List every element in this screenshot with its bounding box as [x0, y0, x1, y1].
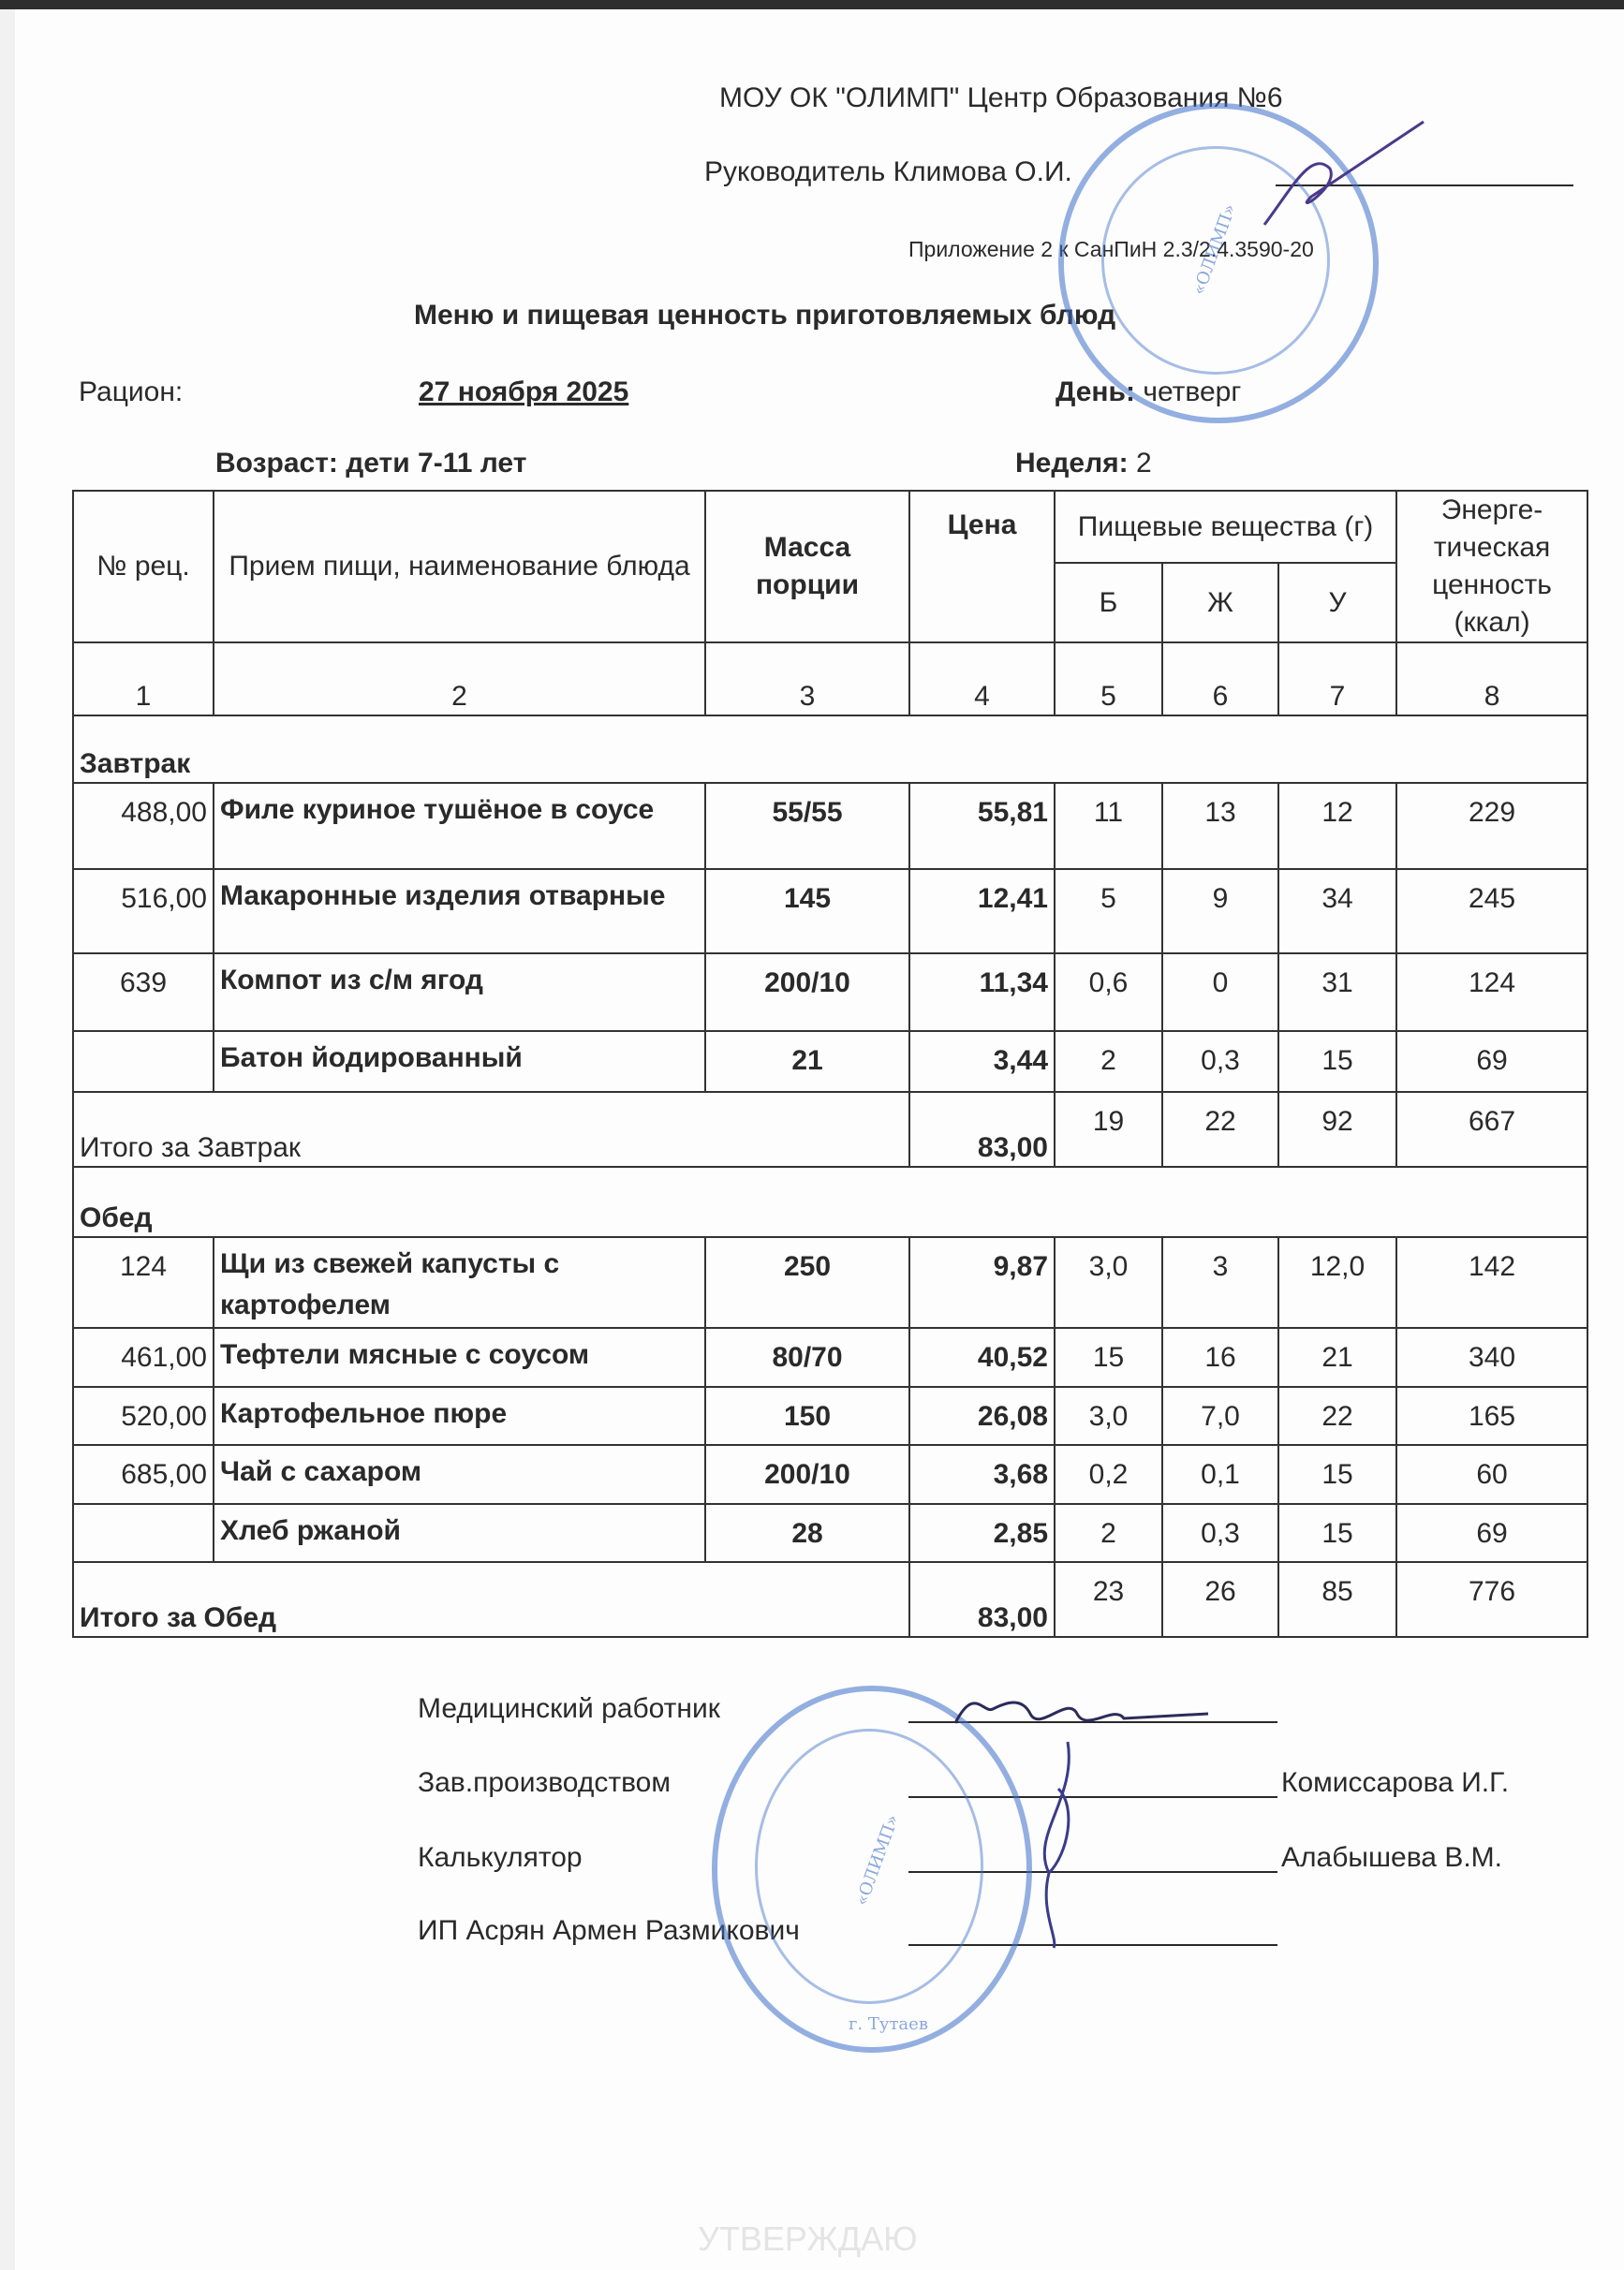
- price: 2,85: [909, 1504, 1055, 1562]
- dish-name: Батон йодированный: [214, 1031, 705, 1092]
- dish-name: Картофельное пюре: [214, 1387, 705, 1445]
- carbs: 34: [1278, 869, 1396, 953]
- fat: 13: [1162, 783, 1278, 869]
- section-title: Обед: [73, 1167, 1587, 1237]
- fat: 7,0: [1162, 1387, 1278, 1445]
- rec-no: 685,00: [73, 1445, 214, 1504]
- price: 9,87: [909, 1237, 1055, 1328]
- fat: 0: [1162, 953, 1278, 1031]
- col-number: 8: [1396, 642, 1587, 715]
- table-row: [73, 1237, 1587, 1328]
- carbs: 15: [1278, 1504, 1396, 1562]
- protein: 5: [1055, 869, 1162, 953]
- protein: 11: [1055, 783, 1162, 869]
- carbs: 15: [1278, 1031, 1396, 1092]
- col-number: 5: [1055, 642, 1162, 715]
- energy: 124: [1396, 953, 1587, 1031]
- section-title: Завтрак: [73, 715, 1587, 783]
- menu-table: [72, 490, 1588, 1638]
- rec-no: 520,00: [73, 1387, 214, 1445]
- price: 11,34: [909, 953, 1055, 1031]
- total-fat: 22: [1162, 1092, 1278, 1167]
- header-dish: Прием пищи, наименование блюда: [214, 491, 705, 642]
- carbs: 22: [1278, 1387, 1396, 1445]
- total-fat: 26: [1162, 1562, 1278, 1637]
- week-label: Неделя:: [1015, 448, 1129, 479]
- mass: 55/55: [705, 783, 909, 869]
- protein: 0,6: [1055, 953, 1162, 1031]
- scan-left-edge: [0, 9, 15, 2270]
- total-price: 83,00: [909, 1092, 1055, 1167]
- table-row: [73, 1387, 1587, 1445]
- col-number: 4: [909, 642, 1055, 715]
- mass: 200/10: [705, 1445, 909, 1504]
- carbs: 21: [1278, 1328, 1396, 1387]
- production-head-label: Зав.производством: [418, 1767, 671, 1798]
- fat: 0,3: [1162, 1504, 1278, 1562]
- ration-date: 27 ноября 2025: [419, 376, 629, 407]
- total-carbs: 92: [1278, 1092, 1396, 1167]
- scan-top-edge: [0, 0, 1624, 9]
- header-rec-no: № рец.: [73, 491, 214, 642]
- protein: 3,0: [1055, 1387, 1162, 1445]
- week-value: 2: [1135, 448, 1152, 479]
- column-numbers-row: [73, 642, 1587, 715]
- carbs: 12,0: [1278, 1237, 1396, 1328]
- total-label: Итого за Завтрак: [73, 1092, 909, 1167]
- header-price: Цена: [909, 491, 1055, 642]
- section-row-breakfast: [73, 715, 1587, 783]
- protein: 15: [1055, 1328, 1162, 1387]
- total-label: Итого за Обед: [73, 1562, 909, 1637]
- price: 3,68: [909, 1445, 1055, 1504]
- header-energy: Энерге-тическая ценность (ккал): [1396, 491, 1587, 642]
- energy: 340: [1396, 1328, 1587, 1387]
- day-value: четверг: [1143, 376, 1242, 407]
- handwritten-signatures: [937, 1667, 1236, 1967]
- ration-label: Рацион:: [79, 376, 184, 407]
- col-number: 2: [214, 642, 705, 715]
- energy: 245: [1396, 869, 1587, 953]
- mass: 21: [705, 1031, 909, 1092]
- medic-label: Медицинский работник: [418, 1693, 720, 1724]
- supplier-label: ИП Асрян Армен Размикович: [418, 1915, 800, 1946]
- production-head-name: Комиссарова И.Г.: [1281, 1767, 1510, 1798]
- total-energy: 667: [1396, 1092, 1587, 1167]
- total-carbs: 85: [1278, 1562, 1396, 1637]
- fat: 3: [1162, 1237, 1278, 1328]
- dish-name: Макаронные изделия отварные: [214, 869, 705, 953]
- day-label: День:: [1056, 376, 1135, 407]
- dish-name: Филе куриное тушёное в соусе: [214, 783, 705, 869]
- mass: 145: [705, 869, 909, 953]
- price: 55,81: [909, 783, 1055, 869]
- rec-no: 124: [73, 1237, 214, 1328]
- fat: 0,3: [1162, 1031, 1278, 1092]
- table-row: [73, 1445, 1587, 1504]
- header-protein: Б: [1055, 563, 1162, 642]
- table-row: [73, 1328, 1587, 1387]
- total-energy: 776: [1396, 1562, 1587, 1637]
- dish-name: Хлеб ржаной: [214, 1504, 705, 1562]
- energy: 165: [1396, 1387, 1587, 1445]
- calculator-name: Алабышева В.М.: [1281, 1842, 1502, 1873]
- total-row-breakfast: [73, 1092, 1587, 1167]
- appendix-note: Приложение 2 к СанПиН 2.3/2.4.3590-20: [908, 237, 1314, 261]
- rec-no: 461,00: [73, 1328, 214, 1387]
- col-number: 1: [73, 642, 214, 715]
- rec-no: [73, 1504, 214, 1562]
- table-row: [73, 1031, 1587, 1092]
- stamp-text: «ОЛИМП»: [1188, 201, 1241, 298]
- org-name: МОУ ОК "ОЛИМП" Центр Образования №6: [719, 82, 1283, 113]
- header-mass: Масса порции: [705, 491, 909, 642]
- header-carbs: У: [1278, 563, 1396, 642]
- director-line: Руководитель Климова О.И.: [704, 156, 1072, 187]
- protein: 3,0: [1055, 1237, 1162, 1328]
- table-row: [73, 953, 1587, 1031]
- energy: 69: [1396, 1504, 1587, 1562]
- header-fat: Ж: [1162, 563, 1278, 642]
- stamp-city: г. Тутаев: [849, 2014, 928, 2034]
- total-protein: 23: [1055, 1562, 1162, 1637]
- total-price: 83,00: [909, 1562, 1055, 1637]
- mass: 28: [705, 1504, 909, 1562]
- stamp-text: «ОЛИМП»: [851, 1812, 904, 1909]
- rec-no: 488,00: [73, 783, 214, 869]
- carbs: 12: [1278, 783, 1396, 869]
- protein: 2: [1055, 1504, 1162, 1562]
- header-nutrients: Пищевые вещества (г): [1055, 491, 1396, 563]
- carbs: 15: [1278, 1445, 1396, 1504]
- age-label: Возраст: дети 7-11 лет: [215, 448, 527, 479]
- table-row: [73, 783, 1587, 869]
- protein: 2: [1055, 1031, 1162, 1092]
- faded-approval-text: УТВЕРЖДАЮ: [698, 2219, 918, 2258]
- energy: 229: [1396, 783, 1587, 869]
- col-number: 3: [705, 642, 909, 715]
- price: 3,44: [909, 1031, 1055, 1092]
- mass: 250: [705, 1237, 909, 1328]
- mass: 200/10: [705, 953, 909, 1031]
- table-row: [73, 1504, 1587, 1562]
- rec-no: 516,00: [73, 869, 214, 953]
- total-row-lunch: [73, 1562, 1587, 1637]
- dish-name: Чай с сахаром: [214, 1445, 705, 1504]
- col-number: 7: [1278, 642, 1396, 715]
- mass: 150: [705, 1387, 909, 1445]
- energy: 60: [1396, 1445, 1587, 1504]
- fat: 9: [1162, 869, 1278, 953]
- header-row-1: [73, 491, 1587, 563]
- fat: 16: [1162, 1328, 1278, 1387]
- page-title: Меню и пищевая ценность приготовляемых блюд: [414, 300, 1116, 331]
- director-signature: [1255, 112, 1442, 243]
- rec-no: [73, 1031, 214, 1092]
- table-row: [73, 869, 1587, 953]
- dish-name: Щи из свежей капусты с картофелем: [214, 1237, 705, 1328]
- protein: 0,2: [1055, 1445, 1162, 1504]
- price: 40,52: [909, 1328, 1055, 1387]
- dish-name: Тефтели мясные с соусом: [214, 1328, 705, 1387]
- total-protein: 19: [1055, 1092, 1162, 1167]
- calculator-label: Калькулятор: [418, 1842, 583, 1873]
- energy: 142: [1396, 1237, 1587, 1328]
- price: 26,08: [909, 1387, 1055, 1445]
- col-number: 6: [1162, 642, 1278, 715]
- dish-name: Компот из с/м ягод: [214, 953, 705, 1031]
- price: 12,41: [909, 869, 1055, 953]
- week-field: [1015, 448, 1152, 479]
- fat: 0,1: [1162, 1445, 1278, 1504]
- carbs: 31: [1278, 953, 1396, 1031]
- section-row-lunch: [73, 1167, 1587, 1237]
- rec-no: 639: [73, 953, 214, 1031]
- mass: 80/70: [705, 1328, 909, 1387]
- energy: 69: [1396, 1031, 1587, 1092]
